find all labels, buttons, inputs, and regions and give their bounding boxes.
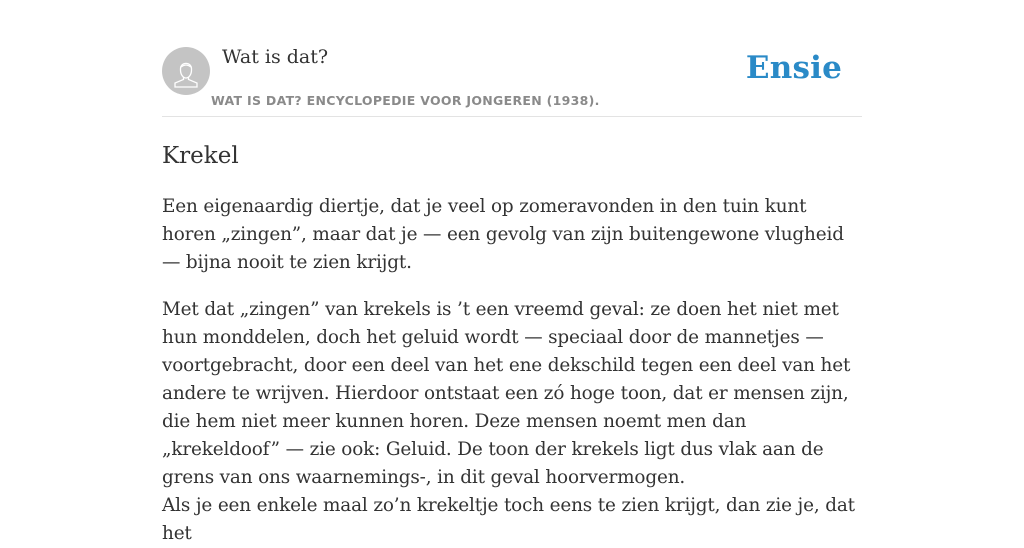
author-name[interactable]: Wat is dat? [222, 46, 329, 68]
avatar[interactable] [162, 47, 210, 95]
article-paragraph: Als je een enkele maal zo’n krekeltje toch eens te zien krijgt, dan zie je, dat het [162, 495, 855, 544]
article-paragraph: Een eigenaardig diertje, dat je veel op zomeravonden in den tuin kunt horen „zingen”, maar dat je — een gevolg van zijn buitengewone vlugheid — bijna nooit te zien krijgt. [162, 196, 844, 273]
article-container [162, 0, 862, 548]
article-paragraph: Met dat „zingen” van krekels is ’t een vreemd geval: ze doen het niet met hun monddelen, doch het geluid wordt — speciaal door de mannetjes — voortgebracht, door een deel van het ene dekschild tegen een deel van het andere te wrijven. Hierdoor ontstaat een zó hoge toon, dat er mensen zijn, die hem niet meer kunnen horen. Deze mensen noemt men dan „krekeldoof” — zie ook: Geluid. De toon der krekels ligt dus vlak aan de grens van ons waarnemings-, in dit geval hoorvermogen. [162, 299, 851, 488]
source-label[interactable]: WAT IS DAT? ENCYCLOPEDIE VOOR JONGEREN (1938). [211, 93, 600, 108]
article-header [162, 0, 862, 117]
article-title: Krekel [162, 143, 239, 169]
site-logo[interactable]: Ensie [745, 50, 842, 86]
user-silhouette-icon [162, 47, 210, 95]
